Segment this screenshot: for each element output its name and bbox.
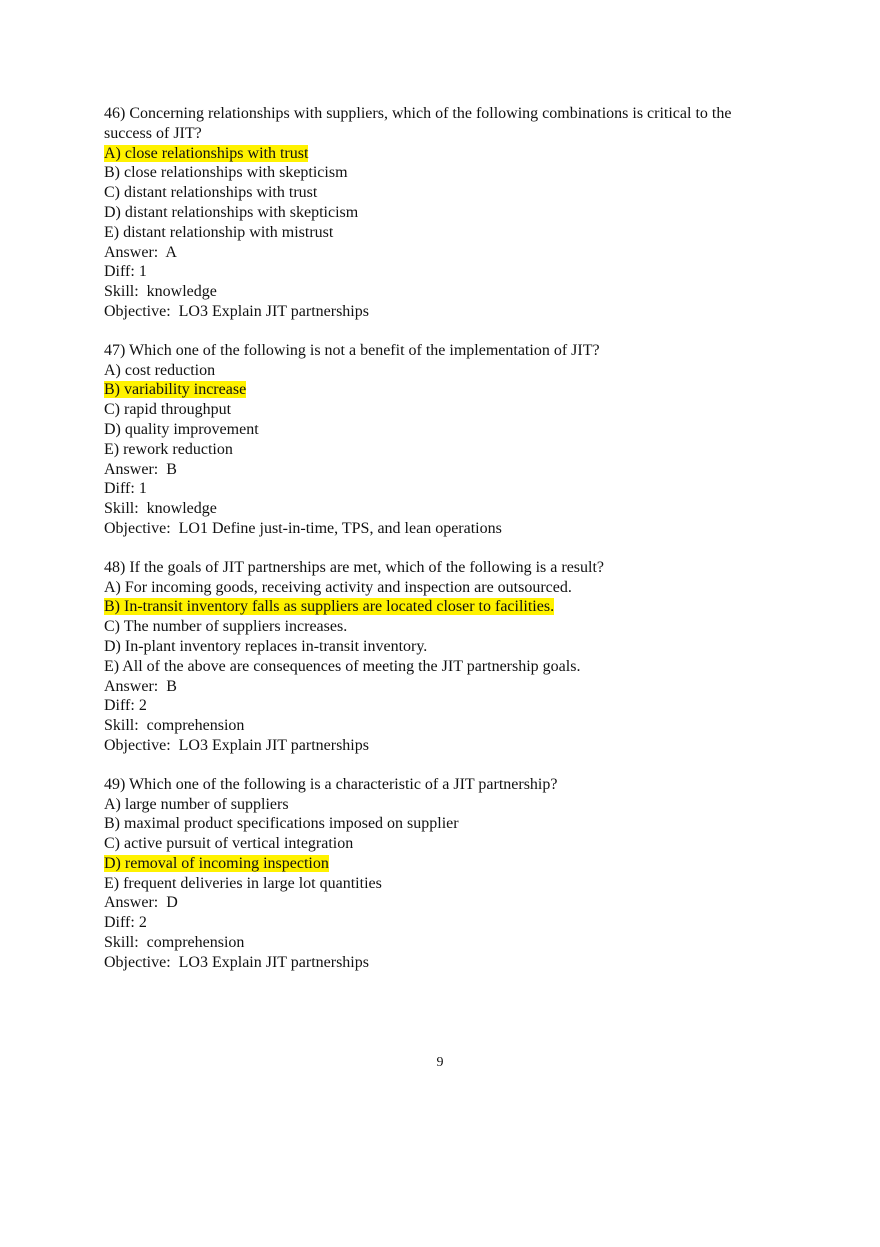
skill-line: Skill: knowledge — [104, 500, 217, 518]
diff-line: Diff: 1 — [104, 480, 147, 498]
answer-line: Answer: B — [104, 460, 177, 478]
option-e: E) rework reduction — [104, 440, 233, 458]
option-a: A) cost reduction — [104, 361, 216, 379]
option-c: C) rapid throughput — [104, 401, 232, 419]
question-47 — [104, 341, 784, 539]
option-e: E) All of the above are consequences of meeting the JIT partnership goals. — [104, 657, 581, 675]
option-a — [104, 144, 784, 164]
question-48 — [104, 558, 784, 756]
option-d: D) distant relationships with skepticism — [104, 203, 359, 221]
option-b: B) close relationships with skepticism — [104, 164, 348, 182]
option-c: C) active pursuit of vertical integration — [104, 835, 354, 853]
skill-line: Skill: knowledge — [104, 283, 217, 301]
objective-line: Objective: LO3 Explain JIT partnerships — [104, 953, 369, 971]
question-stem: 46) Concerning relationships with suppliers, which of the following combinations is critical to the success of JIT? — [104, 105, 736, 142]
question-stem: 48) If the goals of JIT partnerships are met, which of the following is a result? — [104, 558, 605, 576]
objective-line: Objective: LO3 Explain JIT partnerships — [104, 302, 369, 320]
option-c: C) The number of suppliers increases. — [104, 618, 348, 636]
option-d: D) In-plant inventory replaces in-transit inventory. — [104, 637, 428, 655]
highlighted-answer: D) removal of incoming inspection — [104, 854, 329, 872]
question-stem: 49) Which one of the following is a characteristic of a JIT partnership? — [104, 775, 558, 793]
option-e: E) frequent deliveries in large lot quantities — [104, 874, 382, 892]
question-stem: 47) Which one of the following is not a benefit of the implementation of JIT? — [104, 341, 600, 359]
option-d: D) quality improvement — [104, 420, 259, 438]
highlighted-answer: B) In-transit inventory falls as suppliers are located closer to facilities. — [104, 598, 555, 616]
option-a: A) For incoming goods, receiving activity and inspection are outsourced. — [104, 578, 572, 596]
answer-line: Answer: A — [104, 243, 177, 261]
option-b — [104, 380, 784, 400]
option-b — [104, 597, 784, 617]
objective-line: Objective: LO3 Explain JIT partnerships — [104, 736, 369, 754]
question-49 — [104, 775, 784, 973]
answer-line: Answer: B — [104, 677, 177, 695]
document-page — [104, 104, 784, 992]
question-46 — [104, 104, 784, 322]
option-b: B) maximal product specifications imposed on supplier — [104, 815, 459, 833]
diff-line: Diff: 2 — [104, 697, 147, 715]
option-e: E) distant relationship with mistrust — [104, 223, 334, 241]
option-a: A) large number of suppliers — [104, 795, 289, 813]
skill-line: Skill: comprehension — [104, 717, 245, 735]
diff-line: Diff: 2 — [104, 914, 147, 932]
page-number: 9 — [436, 1055, 444, 1070]
objective-line: Objective: LO1 Define just-in-time, TPS, and lean operations — [104, 519, 502, 537]
highlighted-answer: A) close relationships with trust — [104, 144, 309, 162]
diff-line: Diff: 1 — [104, 263, 147, 281]
answer-line: Answer: D — [104, 894, 178, 912]
option-d — [104, 854, 784, 874]
highlighted-answer: B) variability increase — [104, 381, 247, 399]
option-c: C) distant relationships with trust — [104, 184, 318, 202]
skill-line: Skill: comprehension — [104, 934, 245, 952]
